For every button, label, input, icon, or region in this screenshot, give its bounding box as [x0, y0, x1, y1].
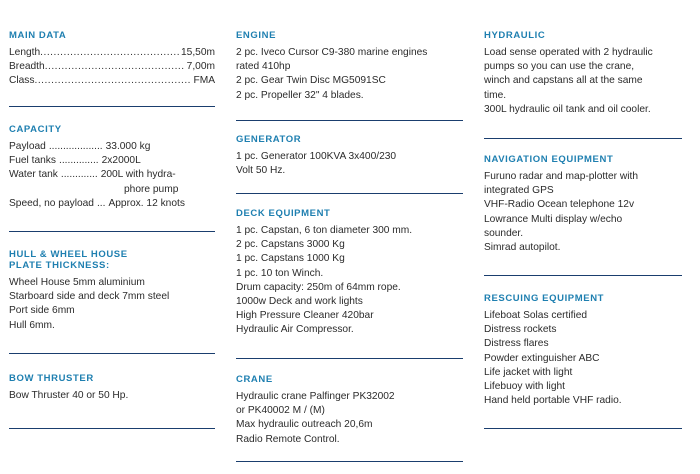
rescuing-list [484, 309, 682, 408]
capacity-label: Speed, no payload [9, 197, 94, 209]
list-item: Radio Remote Control. [236, 433, 340, 445]
generator-list [236, 150, 463, 178]
list-item: Powder extinguisher ABC [484, 352, 600, 364]
list-item: Distress rockets [484, 324, 557, 336]
capacity-value: 200L with hydra- [100, 169, 176, 181]
capacity-heading: CAPACITY [9, 124, 62, 135]
capacity-label: Fuel tanks [9, 155, 56, 167]
capacity-list [9, 140, 215, 211]
bow-thruster-section [9, 373, 215, 403]
generator-heading: GENERATOR [236, 134, 302, 145]
navigation-heading: NAVIGATION EQUIPMENT [484, 154, 614, 165]
hull-list [9, 276, 215, 333]
capacity-row-fuel [9, 154, 215, 168]
engine-list [236, 46, 463, 103]
deck-equipment-section [236, 208, 463, 338]
list-item: High Pressure Cleaner 420bar [236, 310, 374, 322]
capacity-label: Payload [9, 141, 46, 152]
hull-section [9, 249, 215, 333]
list-item: Port side 6mm [9, 305, 75, 317]
divider [236, 461, 463, 462]
bow-thruster-list [9, 389, 215, 403]
generator-section [236, 134, 463, 178]
hydraulic-list [484, 46, 682, 117]
hull-heading: HULL & WHEEL HOUSE [9, 249, 128, 260]
list-item: Max hydraulic outreach 20,6m [236, 419, 373, 431]
divider [484, 428, 682, 429]
hydraulic-section [484, 30, 682, 117]
main-data-heading: MAIN DATA [9, 30, 67, 41]
list-item: Simrad autopilot. [484, 242, 561, 254]
list-item: Furuno radar and map-plotter with [484, 171, 639, 182]
deck-equipment-heading: DECK EQUIPMENT [236, 208, 331, 219]
divider [484, 275, 682, 276]
list-item: Wheel House 5mm aluminium [9, 277, 145, 288]
list-item: 2 pc. Propeller 32" 4 blades. [236, 89, 364, 101]
navigation-section [484, 154, 682, 255]
list-item: winch and capstans all at the same [484, 75, 643, 87]
list-item: Hand held portable VHF radio. [484, 395, 622, 407]
capacity-value-continued: phore pump [124, 183, 179, 195]
list-item: integrated GPS [484, 185, 554, 197]
list-item: Starboard side and deck 7mm steel [9, 291, 170, 303]
list-item: VHF-Radio Ocean telephone 12v [484, 199, 635, 211]
list-item: Distress flares [484, 338, 549, 350]
capacity-section [9, 124, 215, 211]
leader-dots: ............. [60, 169, 98, 181]
list-item: or PK40002 M / (M) [236, 405, 325, 417]
divider [9, 231, 215, 232]
rescuing-section [484, 293, 682, 408]
rescuing-heading: RESCUING EQUIPMENT [484, 293, 605, 304]
list-item: 1 pc. Generator 100KVA 3x400/230 [236, 151, 397, 162]
spec-row-class [9, 74, 215, 88]
main-data-list [9, 46, 215, 89]
capacity-value: 2x2000L [101, 155, 141, 167]
spec-value: FMA [193, 75, 215, 87]
crane-list [236, 390, 463, 447]
list-item: Hull 6mm. [9, 319, 55, 331]
list-item: sounder. [484, 227, 524, 239]
list-item: 2 pc. Iveco Cursor C9-380 marine engines [236, 47, 428, 58]
list-item: Lifebuoy with light [484, 381, 565, 393]
list-item: Bow Thruster 40 or 50 Hp. [9, 390, 129, 401]
leader-dots: .............. [59, 155, 99, 167]
divider [484, 138, 682, 139]
divider [9, 428, 215, 429]
list-item: Volt 50 Hz. [236, 165, 286, 177]
list-item: Hydraulic Air Compressor. [236, 324, 354, 336]
list-item: 1 pc. Capstan, 6 ton diameter 300 mm. [236, 225, 413, 236]
hull-heading-line2: PLATE THICKNESS: [9, 260, 110, 271]
list-item: 1000w Deck and work lights [236, 296, 363, 308]
divider [9, 353, 215, 354]
list-item: Life jacket with light [484, 366, 573, 378]
list-item: 1 pc. 10 ton Winch. [236, 267, 324, 279]
list-item: Load sense operated with 2 hydraulic [484, 47, 653, 58]
list-item: pumps so you can use the crane, [484, 61, 635, 73]
list-item: 1 pc. Capstans 1000 Kg [236, 253, 345, 265]
crane-section [236, 374, 463, 447]
divider [236, 120, 463, 121]
bow-thruster-heading: BOW THRUSTER [9, 373, 94, 384]
leader-dots: ................... [48, 141, 103, 152]
list-item: Drum capacity: 250m of 64mm rope. [236, 281, 401, 293]
crane-heading: CRANE [236, 374, 273, 385]
list-item: 300L hydraulic oil tank and oil cooler. [484, 103, 651, 115]
list-item: Lowrance Multi display w/echo [484, 213, 623, 225]
spec-value: 15,50m [181, 47, 215, 58]
capacity-label: Water tank [9, 169, 58, 181]
spec-value: 7,00m [186, 61, 215, 73]
divider [236, 193, 463, 194]
spec-label: Class [9, 75, 35, 87]
capacity-value: 33.000 kg [105, 141, 151, 152]
list-item: rated 410hp [236, 61, 291, 73]
spec-label: Length [9, 47, 41, 58]
main-data-section [9, 30, 215, 89]
navigation-list [484, 170, 682, 255]
divider [236, 358, 463, 359]
capacity-row-payload [9, 140, 215, 154]
divider [9, 106, 215, 107]
spec-row-breadth [9, 60, 215, 74]
list-item: time. [484, 89, 507, 101]
capacity-row-water [9, 168, 215, 182]
deck-equipment-list [236, 224, 463, 338]
hydraulic-heading: HYDRAULIC [484, 30, 546, 41]
leader-dots: ... [96, 197, 106, 209]
engine-section [236, 30, 463, 103]
list-item: Lifeboat Solas certified [484, 310, 588, 321]
spec-row-length [9, 46, 215, 60]
list-item: Hydraulic crane Palfinger PK32002 [236, 391, 395, 402]
spec-label: Breadth [9, 61, 45, 73]
capacity-row-speed [9, 197, 215, 211]
list-item: 2 pc. Gear Twin Disc MG5091SC [236, 75, 386, 87]
engine-heading: ENGINE [236, 30, 277, 41]
capacity-value: Approx. 12 knots [108, 197, 185, 209]
list-item: 2 pc. Capstans 3000 Kg [236, 239, 345, 251]
